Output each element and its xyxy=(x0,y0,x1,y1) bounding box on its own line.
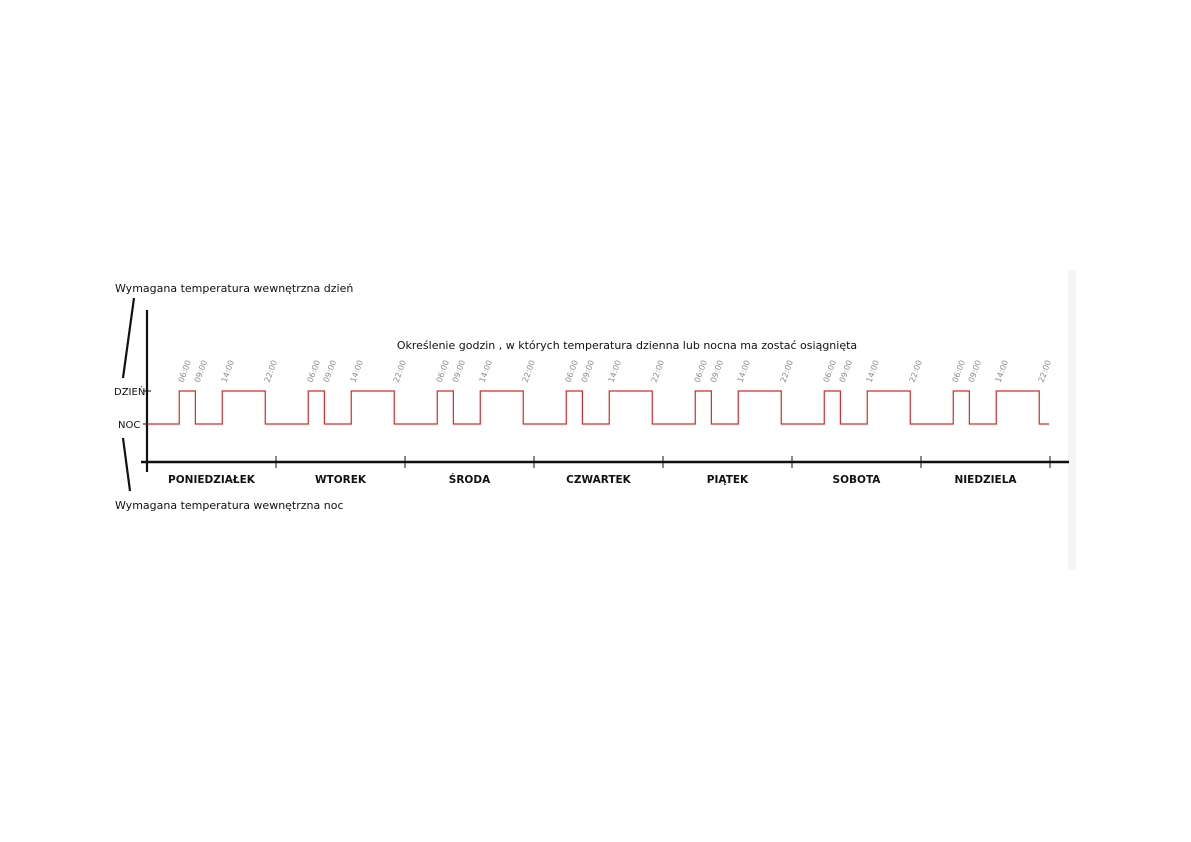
time-label: 09:00 xyxy=(966,358,984,384)
time-label: 06:00 xyxy=(434,358,452,384)
time-label: 22:00 xyxy=(391,358,409,384)
day-label: CZWARTEK xyxy=(566,474,631,486)
schedule-series-line xyxy=(147,391,1049,424)
time-label: 09:00 xyxy=(708,358,726,384)
time-label: 22:00 xyxy=(1036,358,1054,384)
time-label: 06:00 xyxy=(176,358,194,384)
annotation-pointer-bottom xyxy=(123,438,130,491)
day-label: PIĄTEK xyxy=(706,474,749,486)
time-label: 09:00 xyxy=(837,358,855,384)
time-labels xyxy=(177,359,1053,384)
time-label: 06:00 xyxy=(692,358,710,384)
time-label: 09:00 xyxy=(192,358,210,384)
time-label: 06:00 xyxy=(563,358,581,384)
day-label: WTOREK xyxy=(314,474,367,486)
chart-title: Określenie godzin , w których temperatura dzienna lub nocna ma zostać osiągnięta xyxy=(396,339,858,352)
time-label: 14:00 xyxy=(477,358,495,384)
time-label: 09:00 xyxy=(579,358,597,384)
time-label: 14:00 xyxy=(864,358,882,384)
time-label: 22:00 xyxy=(262,358,280,384)
time-label: 06:00 xyxy=(950,358,968,384)
time-label: 22:00 xyxy=(778,358,796,384)
day-label: SOBOTA xyxy=(832,474,881,486)
annotation-day-temperature: Wymagana temperatura wewnętrzna dzień xyxy=(115,282,354,295)
y-level-label-day: DZIEŃ xyxy=(114,387,146,398)
time-label: 14:00 xyxy=(993,358,1011,384)
time-label: 22:00 xyxy=(907,358,925,384)
annotation-night-temperature: Wymagana temperatura wewnętrzna noc xyxy=(115,499,344,512)
y-level-label-night: NOC xyxy=(118,420,141,431)
time-label: 06:00 xyxy=(305,358,323,384)
time-label: 14:00 xyxy=(735,358,753,384)
day-label: PONIEDZIAŁEK xyxy=(168,474,255,486)
time-label: 22:00 xyxy=(520,358,538,384)
time-label: 14:00 xyxy=(606,358,624,384)
day-labels xyxy=(168,473,1017,486)
day-label: ŚRODA xyxy=(448,474,491,486)
day-label: NIEDZIELA xyxy=(954,474,1017,486)
time-label: 14:00 xyxy=(348,358,366,384)
time-label: 09:00 xyxy=(321,358,339,384)
time-label: 09:00 xyxy=(450,358,468,384)
time-label: 22:00 xyxy=(649,358,667,384)
annotation-pointer-top xyxy=(123,298,134,378)
time-label: 06:00 xyxy=(821,358,839,384)
time-label: 14:00 xyxy=(219,358,237,384)
